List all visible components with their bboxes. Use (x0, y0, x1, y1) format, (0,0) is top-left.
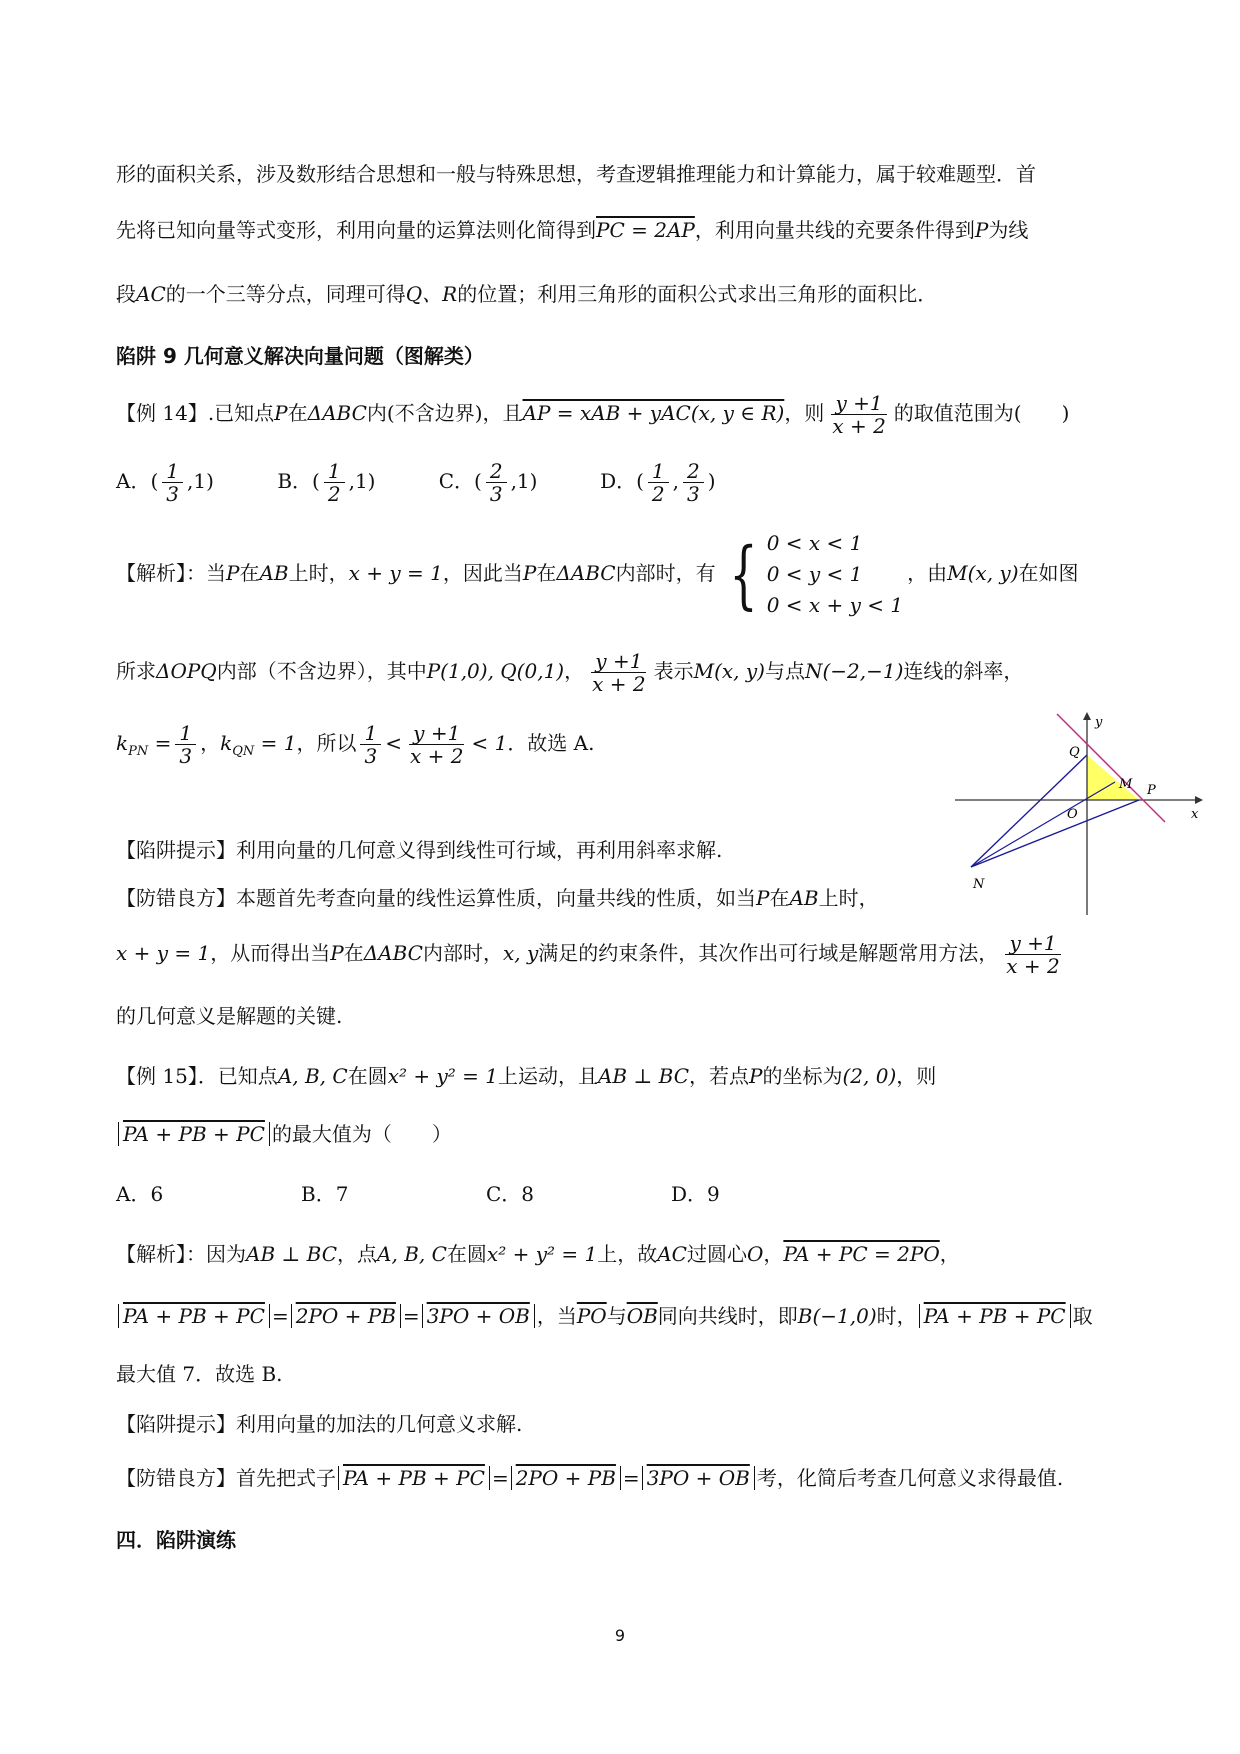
example-15-trap-hint: 【陷阱提示】利用向量的加法的几何意义求解. (116, 1412, 523, 1436)
example-14-solution-line-3: $k_{PN}$ = $\frac{1}{3}$ ，$k_{QN} = 1$，所以 $\frac{1}{3}$ < $\frac{y +1}{x + 2}$ < 1．故选 A. (116, 721, 595, 768)
option-d[interactable]: D．( $\frac{1}{2}$ , $\frac{2}{3}$ ) (600, 459, 716, 506)
ray-n-to-m (971, 782, 1115, 867)
label-n: N (973, 877, 985, 892)
intro-line-1: 形的面积关系，涉及数形结合思想和一般与特殊思想，考查逻辑推理能力和计算能力，属于较难题型．首 (116, 162, 1036, 186)
option-a[interactable]: A．( $\frac{1}{3}$ ,1) (116, 459, 214, 506)
example-15-solution-line-2: PA + PB + PC = 2PO + PB = 3PO + OB ，当$\overline{PO}$与$\overline{OB}$同向共线时，即B(−1,0)时， PA + PB + PC 取 (116, 1304, 1124, 1328)
example-14-question: 【例 14】.已知点P在ΔABC内(不含边界)，且AP = xAB + yAC(x, y ∈ R)，则 $\frac{y +1}{x + 2}$ 的取值范围为( ) (116, 391, 1070, 438)
vector-equation: PC = 2AP (596, 218, 695, 242)
example-15-question-line-1: 【例 15】．已知点A, B, C在圆x² + y² = 1上运动，且AB ⊥ BC，若点P的坐标为(2, 0)，则 (116, 1064, 937, 1088)
label-y: y (1095, 715, 1103, 730)
example-15-solution-line-3: 最大值 7．故选 B. (116, 1362, 283, 1386)
example-14-trap-hint: 【陷阱提示】利用向量的几何意义得到线性可行域，再利用斜率求解. (116, 838, 723, 862)
y-axis-arrow-icon (1083, 712, 1091, 720)
label-o: O (1067, 807, 1078, 822)
example-15-solution-line-1: 【解析】：因为AB ⊥ BC，点A, B, C在圆x² + y² = 1上，故AC过圆心O，PA + PC = 2PO， (116, 1242, 960, 1266)
option-b[interactable]: B．( $\frac{1}{2}$ ,1) (277, 459, 376, 506)
example-15-question-line-2: PA + PB + PC 的最大值为（ ） (116, 1122, 1124, 1146)
example-14-solution-line-2: 所求ΔOPQ内部（不含边界），其中P(1,0), Q(0,1)， $\frac{y +1}{x + 2}$ 表示M(x, y)与点N(−2,−1)连线的斜率， (116, 649, 1024, 696)
fraction: $\frac{y +1}{x + 2}$ (832, 391, 886, 438)
option-a[interactable]: A．6 (116, 1182, 164, 1206)
option-b[interactable]: B．7 (301, 1182, 349, 1206)
example-14-fix-line-2: x + y = 1，从而得出当P在ΔABC内部时，x, y满足的约束条件，其次作出可行域是解题常用方法， $\frac{y +1}{x + 2}$ (116, 931, 1060, 978)
example-14-fix-line-3: 的几何意义是解题的关键. (116, 1004, 343, 1028)
inequality-system: { 0 < x < 1 0 < y < 1 0 < x + y < 1 (729, 531, 904, 618)
example-15-fix: 【防错良方】首先把式子 PA + PB + PC = 2PO + PB = 3PO + OB 考，化简后考查几何意义求得最值. (116, 1466, 1064, 1490)
example-14-solution-line-1: 【解析】：当P在AB上时，x + y = 1，因此当P在ΔABC内部时，有 { 0 < x < 1 0 < y < 1 0 < x + y < 1 ，由M(x, y)在如图 (116, 528, 1124, 621)
label-x: x (1191, 807, 1199, 822)
label-q: Q (1069, 745, 1080, 760)
option-c[interactable]: C．8 (486, 1182, 535, 1206)
intro-line-3: 段AC的一个三等分点，同理可得Q、R的位置；利用三角形的面积公式求出三角形的面积比． (116, 282, 938, 306)
example-14-options (116, 460, 1124, 505)
option-c[interactable]: C．( $\frac{2}{3}$ ,1) (438, 459, 538, 506)
label-m: M (1119, 777, 1133, 792)
option-d[interactable]: D．9 (671, 1182, 720, 1206)
ray-n-to-p (971, 800, 1139, 867)
label-p: P (1147, 783, 1156, 798)
section-title-trap-9: 陷阱 9 几何意义解决向量问题（图解类） (116, 344, 484, 368)
page-number: 9 (614, 1626, 626, 1645)
x-axis-arrow-icon (1195, 796, 1203, 804)
feasible-region-figure (955, 710, 1205, 915)
section-title-practice: 四．陷阱演练 (116, 1528, 236, 1552)
example-14-fix-line-1: 【防错良方】本题首先考查向量的线性运算性质，向量共线的性质，如当P在AB上时， (116, 886, 879, 910)
example-15-options (116, 1182, 1124, 1206)
intro-line-2: 先将已知向量等式变形，利用向量的运算法则化简得到PC = 2AP，利用向量共线的充要条件得到P为线 (116, 218, 1029, 242)
